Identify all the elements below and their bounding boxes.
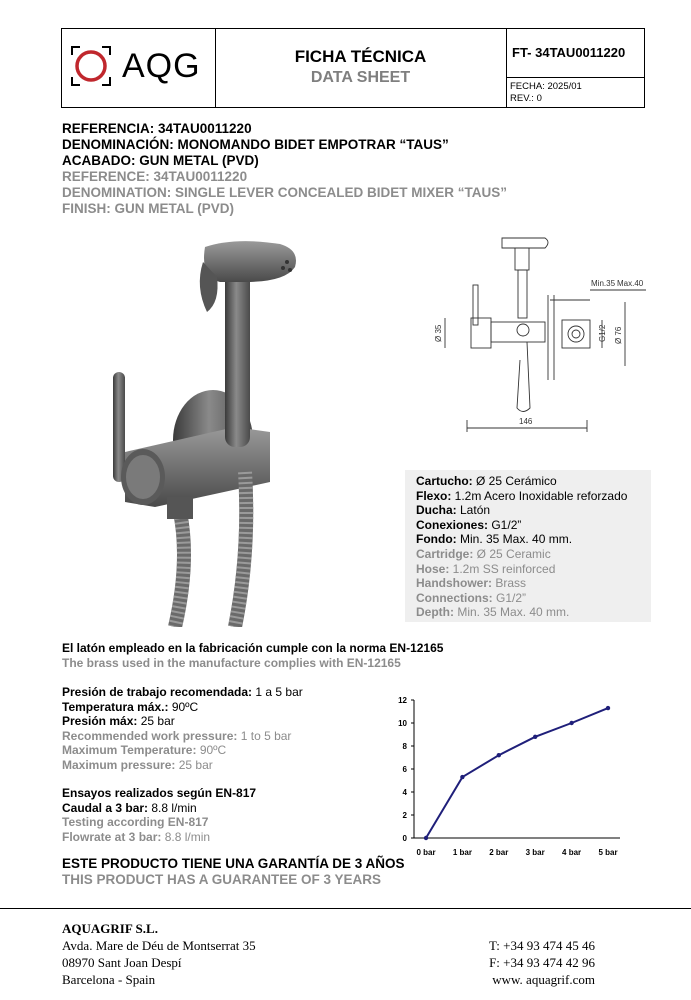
dim-min: Min.35 — [591, 279, 616, 288]
aqg-logo-icon — [70, 45, 112, 87]
doc-code-box — [506, 29, 644, 78]
dim-g12: G1/2 — [598, 324, 607, 342]
doc-date: FECHA: 2025/01 — [510, 81, 582, 92]
data-point — [497, 753, 501, 757]
product-photo — [95, 232, 320, 627]
logo-cell — [62, 29, 216, 107]
y-tick-label: 6 — [402, 765, 407, 774]
data-point — [460, 775, 464, 779]
y-tick-label: 0 — [402, 834, 407, 843]
pressure-work-en: Recommended work pressure: 1 to 5 bar — [62, 728, 292, 743]
reference-block — [62, 121, 507, 217]
spec-hose-es: Flexo: 1.2m Acero Inoxidable reforzado — [416, 488, 628, 503]
pressure-block — [62, 685, 303, 772]
y-tick-label: 8 — [402, 742, 407, 751]
flow-series-line — [426, 708, 608, 838]
tests-block — [62, 786, 256, 844]
data-point — [424, 836, 428, 840]
guarantee-es: ESTE PRODUCTO TIENE UNA GARANTÍA DE 3 AÑOS — [62, 856, 405, 871]
footer-divider — [0, 908, 691, 909]
doc-date-rev — [510, 81, 582, 105]
y-tick-label: 2 — [402, 811, 407, 820]
website-link[interactable]: www. aquagrif.com — [492, 972, 595, 987]
reference-es: REFERENCIA: 34TAU0011220 — [62, 121, 252, 136]
spec-hose-en: Hose: 1.2m SS reinforced — [416, 561, 556, 576]
spec-depth-en: Depth: Min. 35 Max. 40 mm. — [416, 605, 570, 620]
flow-en: Flowrate at 3 bar: 8.8 l/min — [62, 829, 211, 844]
tests-title-es: Ensayos realizados según EN-817 — [62, 786, 257, 800]
doc-ref-cell — [506, 29, 644, 107]
dim-max: Max.40 — [617, 279, 644, 288]
address-line2: 08970 Sant Joan Despí — [62, 955, 182, 970]
title-cell — [215, 29, 507, 107]
norm-block — [62, 641, 443, 671]
y-tick-label: 4 — [402, 788, 407, 797]
flow-chart — [370, 688, 640, 863]
spec-handshower-es: Ducha: Latón — [416, 503, 491, 518]
pressure-max-es: Presión máx: 25 bar — [62, 714, 175, 728]
address-line1: Avda. Mare de Déu de Montserrat 35 — [62, 938, 256, 953]
x-tick-label: 1 bar — [452, 848, 472, 857]
spec-depth-es: Fondo: Min. 35 Max. 40 mm. — [416, 532, 573, 547]
pressure-work-es: Presión de trabajo recomendada: 1 a 5 bar — [62, 685, 303, 699]
denomination-es: DENOMINACIÓN: MONOMANDO BIDET EMPOTRAR “TAUS” — [62, 137, 449, 152]
temperature-es: Temperatura máx.: 90ºC — [62, 699, 199, 714]
guarantee-block — [62, 856, 405, 888]
reference-en: REFERENCE: 34TAU0011220 — [62, 169, 248, 184]
finish-es: ACABADO: GUN METAL (PVD) — [62, 153, 259, 168]
title-en: DATA SHEET — [310, 69, 411, 86]
spec-connections-en: Connections: G1/2” — [416, 590, 527, 605]
address-line3: Barcelona - Spain — [62, 972, 156, 987]
company-name: AQUAGRIF S.L. — [62, 921, 158, 936]
tests-title-en: Testing according EN-817 — [62, 815, 209, 829]
temperature-en: Maximum Temperature: 90ºC — [62, 743, 227, 757]
guarantee-en: THIS PRODUCT HAS A GUARANTEE OF 3 YEARS — [62, 872, 382, 887]
y-tick-label: 10 — [398, 719, 407, 728]
phone: T: +34 93 474 45 46 — [489, 938, 595, 953]
x-tick-label: 5 bar — [598, 848, 618, 857]
x-tick-label: 4 bar — [562, 848, 582, 857]
header-table — [61, 28, 645, 108]
footer-address — [62, 920, 256, 988]
denomination-en: DENOMINATION: SINGLE LEVER CONCEALED BIDET MIXER “TAUS” — [62, 185, 508, 200]
finish-en: FINISH: GUN METAL (PVD) — [62, 201, 234, 216]
technical-drawing — [405, 230, 655, 440]
doc-rev: REV.: 0 — [510, 93, 542, 104]
pressure-max-en: Maximum pressure: 25 bar — [62, 757, 213, 772]
spec-handshower-en: Handshower: Brass — [416, 576, 527, 591]
spec-cartridge-es: Cartucho: Ø 25 Cerámico — [416, 474, 557, 488]
specs-list — [416, 474, 627, 620]
y-tick-label: 12 — [398, 696, 407, 705]
logo-text: AQG — [122, 47, 201, 85]
spec-cartridge-en: Cartridge: Ø 25 Ceramic — [416, 546, 551, 561]
dim-76: Ø 76 — [614, 326, 623, 344]
data-point — [533, 735, 537, 739]
fax: F: +34 93 474 42 96 — [489, 955, 595, 970]
x-tick-label: 2 bar — [489, 848, 509, 857]
dim-146: 146 — [519, 417, 533, 426]
footer-contact — [440, 937, 595, 988]
norm-es: El latón empleado en la fabricación cumple con la norma EN-12165 — [62, 641, 444, 655]
dim-35: Ø 35 — [434, 324, 443, 342]
spec-connections-es: Conexiones: G1/2” — [416, 517, 522, 532]
doc-code: FT- 34TAU0011220 — [512, 45, 626, 60]
specs-box — [405, 470, 651, 622]
flow-es: Caudal a 3 bar: 8.8 l/min — [62, 800, 197, 815]
data-point — [569, 721, 573, 725]
title-es: FICHA TÉCNICA — [294, 47, 427, 66]
x-tick-label: 0 bar — [416, 848, 436, 857]
norm-en: The brass used in the manufacture complies with EN-12165 — [62, 656, 401, 670]
data-point — [606, 706, 610, 710]
x-tick-label: 3 bar — [525, 848, 545, 857]
